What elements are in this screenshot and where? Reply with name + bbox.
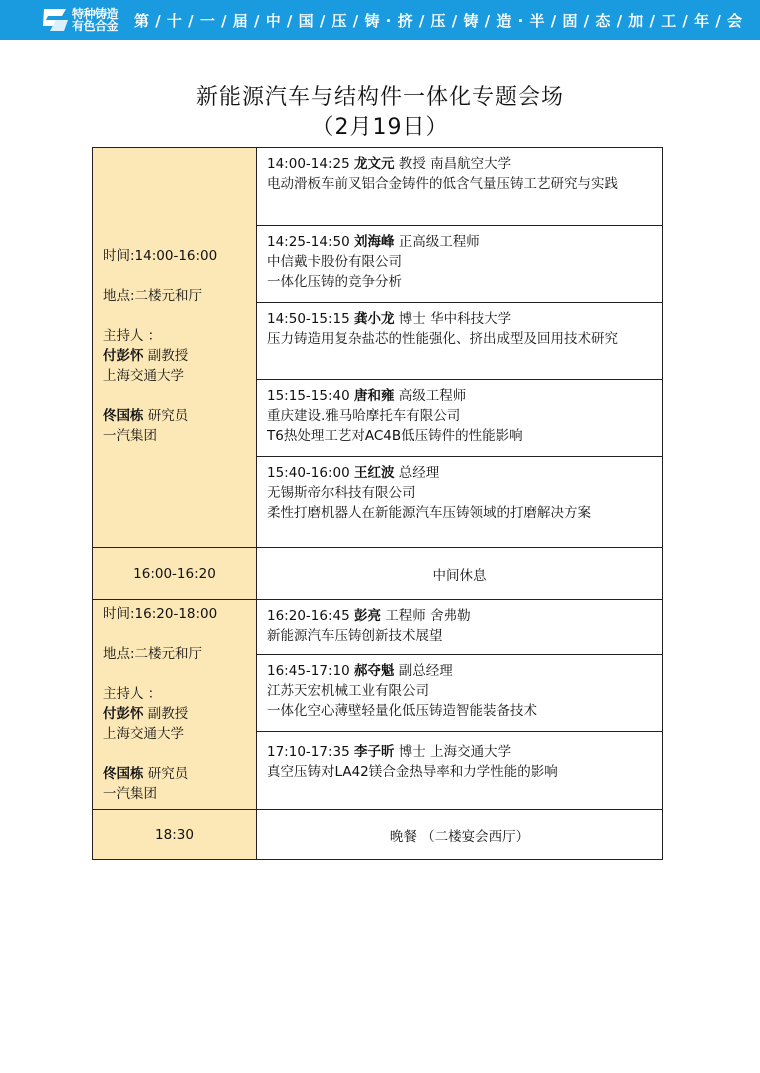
- talk-time: 16:20-16:45: [267, 608, 354, 624]
- logo-text-line2: 有色合金: [72, 19, 119, 33]
- session1-host1-org: 上海交通大学: [103, 368, 184, 384]
- talk-time: 14:25-14:50: [267, 234, 354, 250]
- talk-speaker-info: 总经理: [394, 465, 440, 481]
- dinner-label: 晚餐 （二楼宴会西厅）: [257, 810, 663, 860]
- talk-speaker: 李子昕: [353, 744, 395, 760]
- logo: [40, 6, 118, 34]
- session1-info-cell: [93, 148, 257, 548]
- session2-place: 地点:二楼元和厅: [103, 646, 203, 662]
- talk-org: 无锡斯帝尔科技有限公司: [267, 485, 416, 501]
- talk-speaker-info: 高级工程师: [394, 388, 467, 404]
- session2-host1-name: 付彭怀: [103, 706, 144, 722]
- table-row: [93, 148, 663, 226]
- talk-time: 15:15-15:40: [267, 388, 354, 404]
- talk-speaker-info: 博士 上海交通大学: [394, 744, 512, 760]
- session1-place: 地点:二楼元和厅: [103, 288, 203, 304]
- talk-speaker: 龚小龙: [353, 311, 395, 327]
- page-title: 新能源汽车与结构件一体化专题会场: [195, 85, 564, 110]
- session1-host-label: 主持人 ：: [103, 328, 162, 344]
- talk-cell: [257, 148, 663, 226]
- schedule-table: [92, 147, 663, 860]
- talk-topic: 真空压铸对LA42镁合金热导率和力学性能的影响: [267, 764, 558, 780]
- session2-host2-title: 研究员: [143, 766, 189, 782]
- talk-topic: 柔性打磨机器人在新能源汽车压铸领域的打磨解决方案: [267, 505, 591, 521]
- logo-icon: [40, 7, 70, 33]
- talk-cell: [257, 457, 663, 548]
- talk-topic: 新能源汽车压铸创新技术展望: [267, 628, 443, 644]
- talk-speaker: 彭亮: [353, 608, 381, 624]
- dinner-time: 18:30: [93, 810, 257, 860]
- talk-topic: 压力铸造用复杂盐芯的性能强化、挤出成型及回用技术研究: [267, 331, 618, 347]
- session2-host2-name: 佟国栋: [103, 766, 144, 782]
- break-label: 中间休息: [257, 548, 663, 600]
- logo-text-line1: 特种铸造: [72, 7, 119, 21]
- talk-time: 14:50-15:15: [267, 311, 354, 327]
- talk-speaker: 刘海峰: [353, 234, 395, 250]
- talk-cell: [257, 732, 663, 810]
- talk-speaker-info: 博士 华中科技大学: [394, 311, 512, 327]
- talk-time: 15:40-16:00: [267, 465, 354, 481]
- session1-host2-name: 佟国栋: [103, 408, 144, 424]
- conference-title: 第 / 十 / 一 / 届 / 中 / 国 / 压 / 铸 · 挤 / 压 / 铸 / 造 · 半 / 固 / 态 / 加 / 工 / 年 / 会: [134, 12, 743, 30]
- talk-cell: [257, 303, 663, 380]
- table-row: [93, 810, 663, 860]
- talk-speaker-info: 工程师 舍弗勒: [380, 608, 471, 624]
- talk-speaker: 唐和雍: [353, 388, 395, 404]
- table-row: [93, 600, 663, 655]
- talk-speaker: 郝夺魁: [353, 663, 395, 679]
- talk-speaker: 王红波: [353, 465, 395, 481]
- talk-speaker: 龙文元: [353, 156, 395, 172]
- talk-topic: 一体化压铸的竞争分析: [267, 274, 402, 290]
- session1-host2-org: 一汽集团: [103, 428, 157, 444]
- talk-time: 17:10-17:35: [267, 744, 354, 760]
- talk-cell: [257, 380, 663, 457]
- talk-topic: 电动滑板车前叉铝合金铸件的低含气量压铸工艺研究与实践: [267, 176, 618, 192]
- table-row: [93, 548, 663, 600]
- talk-cell: [257, 600, 663, 655]
- talk-cell: [257, 226, 663, 303]
- talk-org: 江苏天宏机械工业有限公司: [267, 683, 429, 699]
- talk-speaker-info: 副总经理: [394, 663, 453, 679]
- session1-host1-name: 付彭怀: [103, 348, 144, 364]
- talk-speaker-info: 正高级工程师: [394, 234, 480, 250]
- session1-host2-title: 研究员: [143, 408, 189, 424]
- talk-org: 重庆建设.雅马哈摩托车有限公司: [267, 408, 461, 424]
- session1-time: 时间:14:00-16:00: [103, 248, 218, 264]
- talk-time: 14:00-14:25: [267, 156, 354, 172]
- session2-info-cell: [93, 600, 257, 810]
- break-time: 16:00-16:20: [93, 548, 257, 600]
- session2-host1-org: 上海交通大学: [103, 726, 184, 742]
- talk-cell: [257, 655, 663, 732]
- talk-speaker-info: 教授 南昌航空大学: [394, 156, 512, 172]
- session2-host1-title: 副教授: [143, 706, 189, 722]
- session2-time: 时间:16:20-18:00: [103, 606, 218, 622]
- session2-host-label: 主持人 ：: [103, 686, 162, 702]
- session2-host2-org: 一汽集团: [103, 786, 157, 802]
- talk-topic: 一体化空心薄壁轻量化低压铸造智能装备技术: [267, 703, 537, 719]
- session1-host1-title: 副教授: [143, 348, 189, 364]
- talk-topic: T6热处理工艺对AC4B低压铸件的性能影响: [267, 428, 523, 444]
- talk-org: 中信戴卡股份有限公司: [267, 254, 402, 270]
- talk-time: 16:45-17:10: [267, 663, 354, 679]
- header-banner: [0, 0, 760, 40]
- page-date: （2月19日）: [311, 115, 449, 140]
